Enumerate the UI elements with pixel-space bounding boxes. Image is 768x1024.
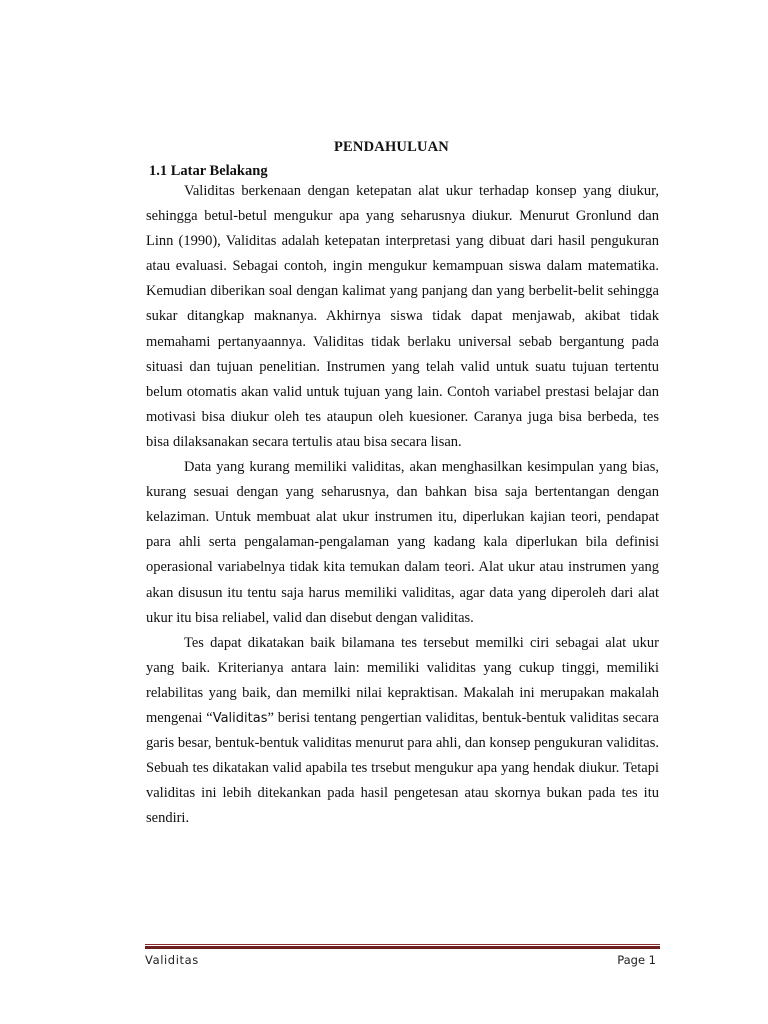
- quoted-term: Validitas: [212, 710, 268, 726]
- footer-rule-thick: [145, 946, 660, 949]
- paragraph-3-part-1: Tes dapat dikatakan baik bilamana tes tersebut memilki ciri sebagai alat ukur yang baik. Kriterianya antara lain: memiliki validitas yang cukup tinggi, memiliki relabilitas yang baik, dan memilki nilai kepraktisan. Makalah ini merupakan makalah mengenai “: [146, 634, 659, 726]
- section-heading: 1.1 Latar Belakang: [149, 163, 268, 179]
- paragraph-3-part-2: ” berisi tentang pengertian validitas, bentuk-bentuk validitas secara garis besar, bentuk-bentuk validitas menurut para ahli, dan konsep pengukuran validitas. Sebuah tes dikatakan valid apabila tes trsebut mengukur apa yang hendak diukur. Tetapi validitas ini lebih ditekankan pada hasil pengetesan atau skornya bukan pada tes itu sendiri.: [146, 709, 659, 827]
- paragraph-2: Data yang kurang memiliki validitas, akan menghasilkan kesimpulan yang bias, kurang sesuai dengan yang seharusnya, dan bahkan bisa saja bertentangan dengan kelaziman. Untuk membuat alat ukur instrumen itu, diperlukan kajian teori, pendapat para ahli serta pengalaman-pengalaman yang kadang kala diperlukan bila definisi operasional variabelnya tidak kita temukan dalam teori. Alat ukur atau instrumen yang akan disusun itu tentu saja harus memiliki validitas, agar data yang diperoleh dari alat ukur itu bisa reliabel, valid dan disebut dengan validitas.: [146, 459, 659, 626]
- page-title: PENDAHULUAN: [334, 139, 449, 155]
- footer-rule: [145, 944, 660, 949]
- footer-page-number: Page 1: [617, 953, 656, 967]
- body-text: [146, 179, 659, 831]
- footer-rule-thin: [145, 944, 660, 945]
- paragraph-1: Validitas berkenaan dengan ketepatan alat ukur terhadap konsep yang diukur, sehingga betul-betul mengukur apa yang seharusnya diukur. Menurut Gronlund dan Linn (1990), Validitas adalah ketepatan interpretasi yang dibuat dari hasil pengukuran atau evaluasi. Sebagai contoh, ingin mengukur kemampuan siswa dalam matematika. Kemudian diberikan soal dengan kalimat yang panjang dan yang berbelit-belit sehingga sukar ditangkap maknanya. Akhirnya siswa tidak dapat menjawab, akibat tidak memahami pertanyaannya. Validitas tidak berlaku universal sebab bergantung pada situasi dan tujuan penelitian. Instrumen yang telah valid untuk suatu tujuan tertentu belum otomatis akan valid untuk tujuan yang lain. Contoh variabel prestasi belajar dan motivasi bisa diukur oleh tes ataupun oleh kuesioner. Caranya juga bisa berbeda, tes bisa dilaksanakan secara tertulis atau bisa secara lisan.: [146, 183, 659, 450]
- footer-document-title: Validitas: [145, 953, 199, 967]
- paragraph-3: [146, 631, 659, 832]
